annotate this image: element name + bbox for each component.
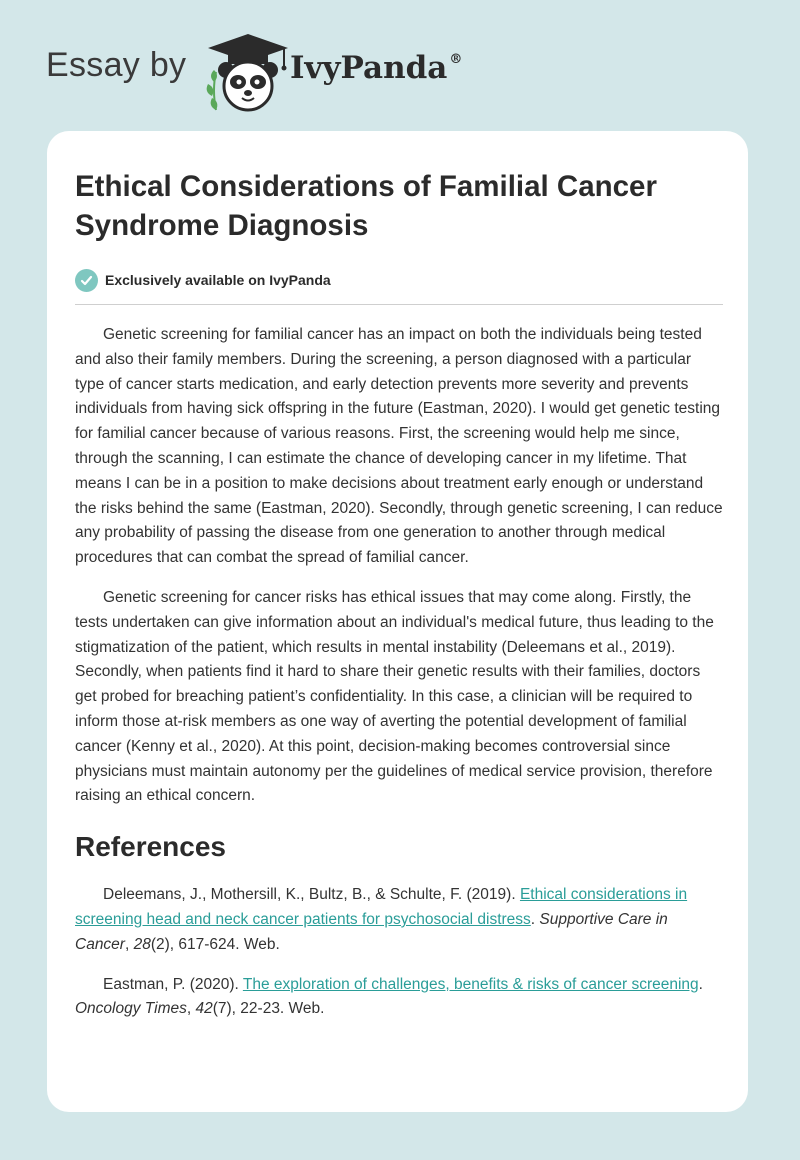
reference-item: Deleemans, J., Mothersill, K., Bultz, B., & Schulte, F. (2019). Ethical considerations in screening head and neck cancer patients for psychosocial distress. Supportive Care in Cancer, 28(2), 617-624. Web.	[75, 886, 688, 953]
body-paragraph: Genetic screening for familial cancer has an impact on both the individuals being tested and also their family members. During the screening, a person diagnosed with a particular type of cancer starts medication, and early detection prevents more severity and prevents individuals from having sick offspring in the future (Eastman, 2020). I would get genetic testing for familial cancer because of various reasons. First, the screening would help me since, through the scanning, I can estimate the chance of developing cancer in my lifetime. That means I can be in a position to make decisions about treatment early enough or understand the risks behind the same (Eastman, 2020). Secondly, through genetic screening, I can reduce any probability of passing the disease from one generation to another through medical procedures that can combat the spread of familial cancer.	[75, 326, 723, 567]
essay-by-label: Essay by	[46, 46, 187, 84]
reference-link[interactable]: The exploration of challenges, benefits & risks of cancer screening	[242, 975, 699, 993]
page-title: Ethical Considerations of Familial Cancer Syndrome Diagnosis	[75, 170, 657, 242]
exclusive-badge	[75, 267, 723, 293]
reference-link[interactable]: Ethical considerations in screening head and neck cancer patients for psychosocial distress	[75, 886, 688, 928]
article-card	[47, 131, 748, 1112]
divider	[75, 304, 723, 305]
reference-journal: Supportive Care in Cancer	[75, 910, 668, 953]
badge-text: Exclusively available on IvyPanda	[105, 272, 331, 288]
panda-logo-icon[interactable]	[200, 30, 296, 116]
reference-volume: 42	[195, 1000, 213, 1018]
reference-volume: 28	[133, 935, 151, 953]
body-paragraph: Genetic screening for cancer risks has ethical issues that may come along. Firstly, the tests undertaken can give information about an individual's medical future, thus leading to the stigmatization of the patient, which results in mental instability (Deleemans et al., 2019). Secondly, when patients find it hard to share their genetic results with their families, doctors get probed for breaching patient’s confidentiality. In this case, a clinician will be required to inform those at-risk members as one way of averting the potential development of familial cancer (Kenny et al., 2020). At this point, decision-making becomes controversial since physicians must maintain autonomy per the guidelines of medical service provision, therefore raising an ethical concern.	[75, 588, 714, 805]
check-circle-icon	[75, 269, 98, 292]
registered-mark: ®	[449, 52, 463, 67]
site-header	[0, 0, 800, 130]
article-content	[75, 167, 723, 1022]
brand-name[interactable]: IvyPanda ®	[290, 50, 463, 86]
reference-journal: Oncology Times	[75, 1000, 187, 1018]
references-heading: References	[75, 831, 226, 863]
reference-item: Eastman, P. (2020). The exploration of challenges, benefits & risks of cancer screening. Oncology Times, 42(7), 22-23. Web.	[75, 975, 703, 1018]
